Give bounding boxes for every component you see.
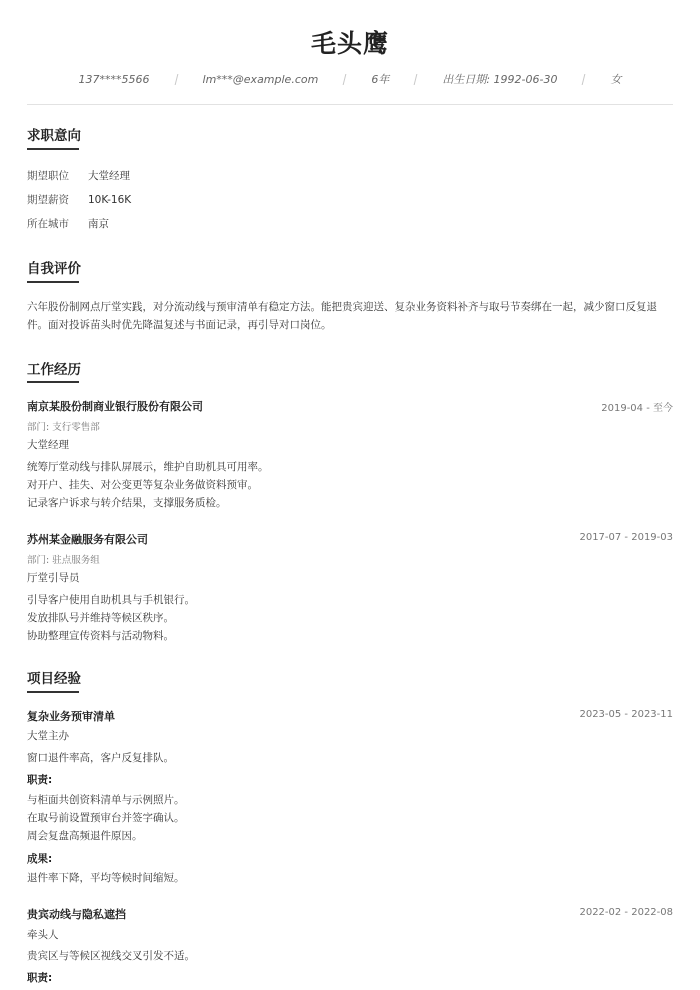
list-item: 记录客户诉求与转介结果，支撑服务质检。 (27, 497, 227, 509)
section-title-work: 工作经历 (27, 362, 81, 378)
project-name: 贵宾动线与隐私遮挡 (27, 908, 126, 921)
candidate-name: 毛头鹰 (310, 29, 389, 58)
years-experience: 6年 (371, 73, 390, 86)
contact-bar (0, 71, 700, 87)
list-item: 对开户、挂失、对公变更等复杂业务做资料预审。 (27, 479, 258, 491)
list-item: 引导客户使用自助机具与手机银行。 (27, 594, 195, 606)
work-date: 2017-07 - 2019-03 (579, 532, 673, 543)
intent-row-position (27, 168, 130, 183)
intent-value: 大堂经理 (88, 170, 130, 182)
section-underline (27, 381, 79, 383)
intent-row-city (27, 216, 109, 231)
list-item: 贵宾区与等候区视线交叉引发不适。 (27, 950, 195, 962)
phone-number: 137****5566 (78, 72, 150, 86)
list-item: 发放排队号并维持等候区秩序。 (27, 612, 174, 624)
section-underline (27, 148, 79, 150)
summary-text: 六年股份制网点厅堂实践，对分流动线与预审清单有稳定方法。能把贵宾迎送、复杂业务资料补齐与取号节奏绑在一起，减少窗口反复退件。面对投诉苗头时优先降温复述与书面记录，再引导对口岗位。 (27, 301, 657, 331)
intent-row-salary (27, 192, 131, 207)
intent-value: 南京 (88, 218, 109, 230)
list-item: 统筹厅堂动线与排队屏展示，维护自助机具可用率。 (27, 461, 269, 473)
work-department: 部门: 支行零售部 (27, 422, 100, 433)
duties-label: 职责: (27, 774, 53, 786)
contact-divider (582, 74, 586, 85)
contact-divider (343, 74, 347, 85)
work-company: 苏州某金融服务有限公司 (27, 533, 148, 546)
birth-date: 出生日期: 1992-06-30 (442, 73, 558, 86)
work-company: 南京某股份制商业银行股份有限公司 (27, 400, 203, 413)
list-item: 退件率下降，平均等候时间缩短。 (27, 872, 185, 884)
section-title-intent: 求职意向 (27, 128, 81, 144)
results-label: 成果: (27, 853, 53, 865)
intent-value: 10K-16K (88, 194, 132, 206)
work-duties (27, 591, 195, 645)
intent-label: 期望职位 (27, 170, 69, 182)
list-item: 周会复盘高频退件原因。 (27, 830, 143, 842)
list-item: 协助整理宣传资料与活动物料。 (27, 630, 174, 642)
project-role: 牵头人 (27, 929, 59, 941)
list-item: 在取号前设置预审台并签字确认。 (27, 812, 185, 824)
gender: 女 (610, 73, 622, 86)
project-description (27, 749, 174, 767)
project-name: 复杂业务预审清单 (27, 710, 115, 723)
intent-label: 期望薪资 (27, 194, 69, 206)
work-role: 大堂经理 (27, 439, 69, 451)
list-item: 与柜面共创资料清单与示例照片。 (27, 794, 185, 806)
project-date: 2022-02 - 2022-08 (579, 907, 673, 918)
project-duties (27, 791, 185, 845)
email-address: lm***@example.com (202, 72, 319, 86)
project-role: 大堂主办 (27, 730, 69, 742)
section-underline (27, 281, 79, 283)
work-date: 2019-04 - 至今 (601, 403, 673, 414)
work-duties (27, 458, 269, 512)
duties-label: 职责: (27, 972, 53, 984)
list-item: 窗口退件率高，客户反复排队。 (27, 752, 174, 764)
header-divider (27, 104, 673, 105)
work-role: 厅堂引导员 (27, 572, 80, 584)
intent-label: 所在城市 (27, 218, 69, 230)
contact-divider (174, 74, 178, 85)
section-underline (27, 691, 79, 693)
work-department: 部门: 驻点服务组 (27, 555, 100, 566)
project-date: 2023-05 - 2023-11 (579, 709, 673, 720)
project-description (27, 947, 195, 965)
section-title-summary: 自我评价 (27, 261, 81, 277)
section-title-projects: 项目经验 (27, 671, 81, 687)
project-results (27, 869, 185, 887)
contact-divider (414, 74, 418, 85)
